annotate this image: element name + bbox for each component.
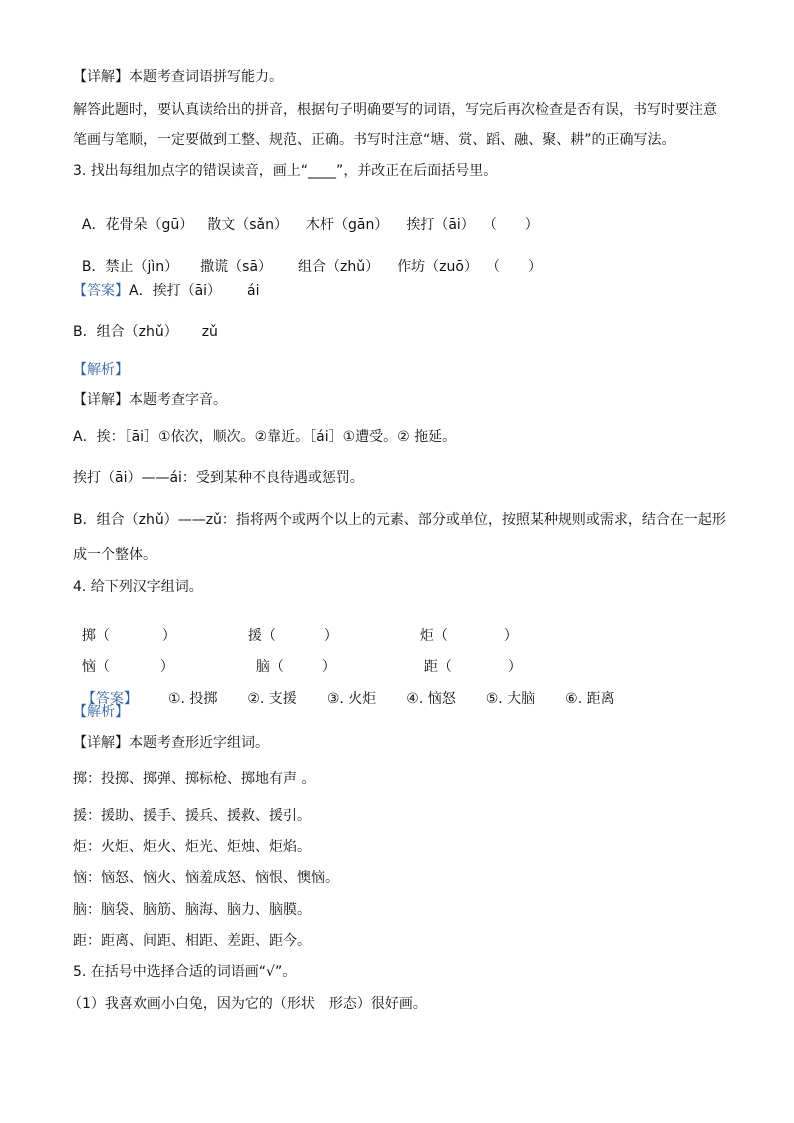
answer-item: ③. 火炬 [326, 691, 377, 707]
paragraph-line: A．挨：［āi］①依次，顺次。②靠近。［ái］①遭受。② 拖延。 [73, 429, 457, 445]
option-text: 撒谎（sā） [200, 259, 273, 275]
char-label: 援（ [247, 628, 276, 644]
paragraph-line: 挨打（āi）——ái：受到某种不良待遇或惩罚。 [73, 470, 364, 486]
answer-item: ⑥. 距离 [565, 691, 615, 707]
answer-fix: ái [247, 283, 260, 299]
question-5-1: （1）我喜欢画小白兔，因为它的（形状 形态）很好画。 [68, 996, 427, 1012]
paragraph-line: 笔画与笔顺，一定要做到工整、规范、正确。书写时注意“塘、赏、蹈、融、聚、耕”的正确写法。 [73, 132, 676, 148]
list-item: 炬：火炬、炬火、炬光、炬烛、炬焰。 [73, 839, 311, 855]
answer-tag: 【答案】 [73, 283, 129, 299]
paragraph-line: 成一个整体。 [73, 547, 157, 563]
list-item: 距：距离、间距、相距、差距、距今。 [73, 933, 311, 949]
answer-item: ②. 支援 [247, 691, 297, 707]
answer-text: B．组合（zhǔ） [73, 324, 178, 340]
analysis-tag: 【解析】 [73, 362, 129, 378]
paragraph-line: 解答此题时，要认真读给出的拼音，根据句子明确要写的词语，写完后再次检查是否有误，书写时要注意 [73, 102, 717, 118]
answer-3a [73, 282, 260, 300]
list-item: 恼：恼怒、恼火、恼羞成怒、恼恨、懊恼。 [73, 870, 339, 886]
char-label: 恼（ [81, 659, 110, 675]
q3-option-b [73, 240, 542, 276]
option-text: 散文（sǎn） [207, 217, 288, 233]
char-label: 炬（ [419, 628, 448, 644]
question-3: 3. 找出每组加点字的错误读音，画上“____”，并改正在后面括号里。 [73, 163, 498, 179]
answer-4 [73, 672, 615, 708]
answer-fix: zǔ [201, 324, 218, 340]
answer-item: ④. 恼怒 [406, 691, 456, 707]
detail-tag: 【详解】 [73, 69, 129, 85]
detail-tag: 【详解】 [73, 735, 129, 751]
char-label: 距（ [423, 659, 452, 675]
option-text: B．禁止（jìn） [81, 259, 179, 275]
detail-text: 本题考查字音。 [129, 392, 227, 408]
answer-text: A．挨打（āi） [129, 283, 222, 299]
q4-row-2 [73, 640, 522, 676]
bracket: ） [321, 659, 336, 675]
option-text: 组合（zhǔ） [298, 259, 380, 275]
list-item: 援：援助、援手、援兵、援救、援引。 [73, 808, 311, 824]
question-5: 5. 在括号中选择合适的词语画“√”。 [73, 964, 297, 980]
answer-3b [73, 323, 218, 341]
list-item: 脑：脑袋、脑筋、脑海、脑力、脑膜。 [73, 902, 311, 918]
question-4: 4. 给下列汉字组词。 [73, 579, 203, 595]
list-item: 掷：投掷、掷弹、掷标枪、掷地有声 。 [73, 771, 316, 787]
detail-line-1 [73, 68, 283, 86]
bracket: ） [323, 628, 338, 644]
char-label: 掷（ [81, 628, 110, 644]
detail-text: 本题考查词语拼写能力。 [129, 69, 283, 85]
detail-line-3 [73, 391, 227, 409]
answer-tag: 【答案】 [81, 691, 138, 707]
bracket: ） [503, 628, 518, 644]
bracket: ） [161, 628, 176, 644]
option-text: A．花骨朵（gū） [81, 217, 194, 233]
char-label: 脑（ [255, 659, 284, 675]
detail-text: 本题考查形近字组词。 [129, 735, 269, 751]
paragraph-line: B．组合（zhǔ）——zǔ：指将两个或两个以上的元素、部分或单位，按照某种规则或需求，结合在一起形 [73, 512, 726, 528]
option-text: 作坊（zuō） [397, 259, 478, 275]
option-text: 木杆（gān） [306, 217, 389, 233]
detail-line-4 [73, 734, 269, 752]
answer-bracket: （ ） [482, 217, 539, 233]
option-text: 挨打（āi） [406, 217, 475, 233]
detail-tag: 【详解】 [73, 392, 129, 408]
answer-item: ⑤. 大脑 [485, 691, 536, 707]
bracket: ） [159, 659, 174, 675]
analysis-tag: 【解析】 [73, 704, 129, 720]
answer-item: ①. 投掷 [167, 691, 218, 707]
answer-bracket: （ ） [485, 259, 542, 275]
q3-option-a [73, 198, 539, 234]
bracket: ） [507, 659, 522, 675]
